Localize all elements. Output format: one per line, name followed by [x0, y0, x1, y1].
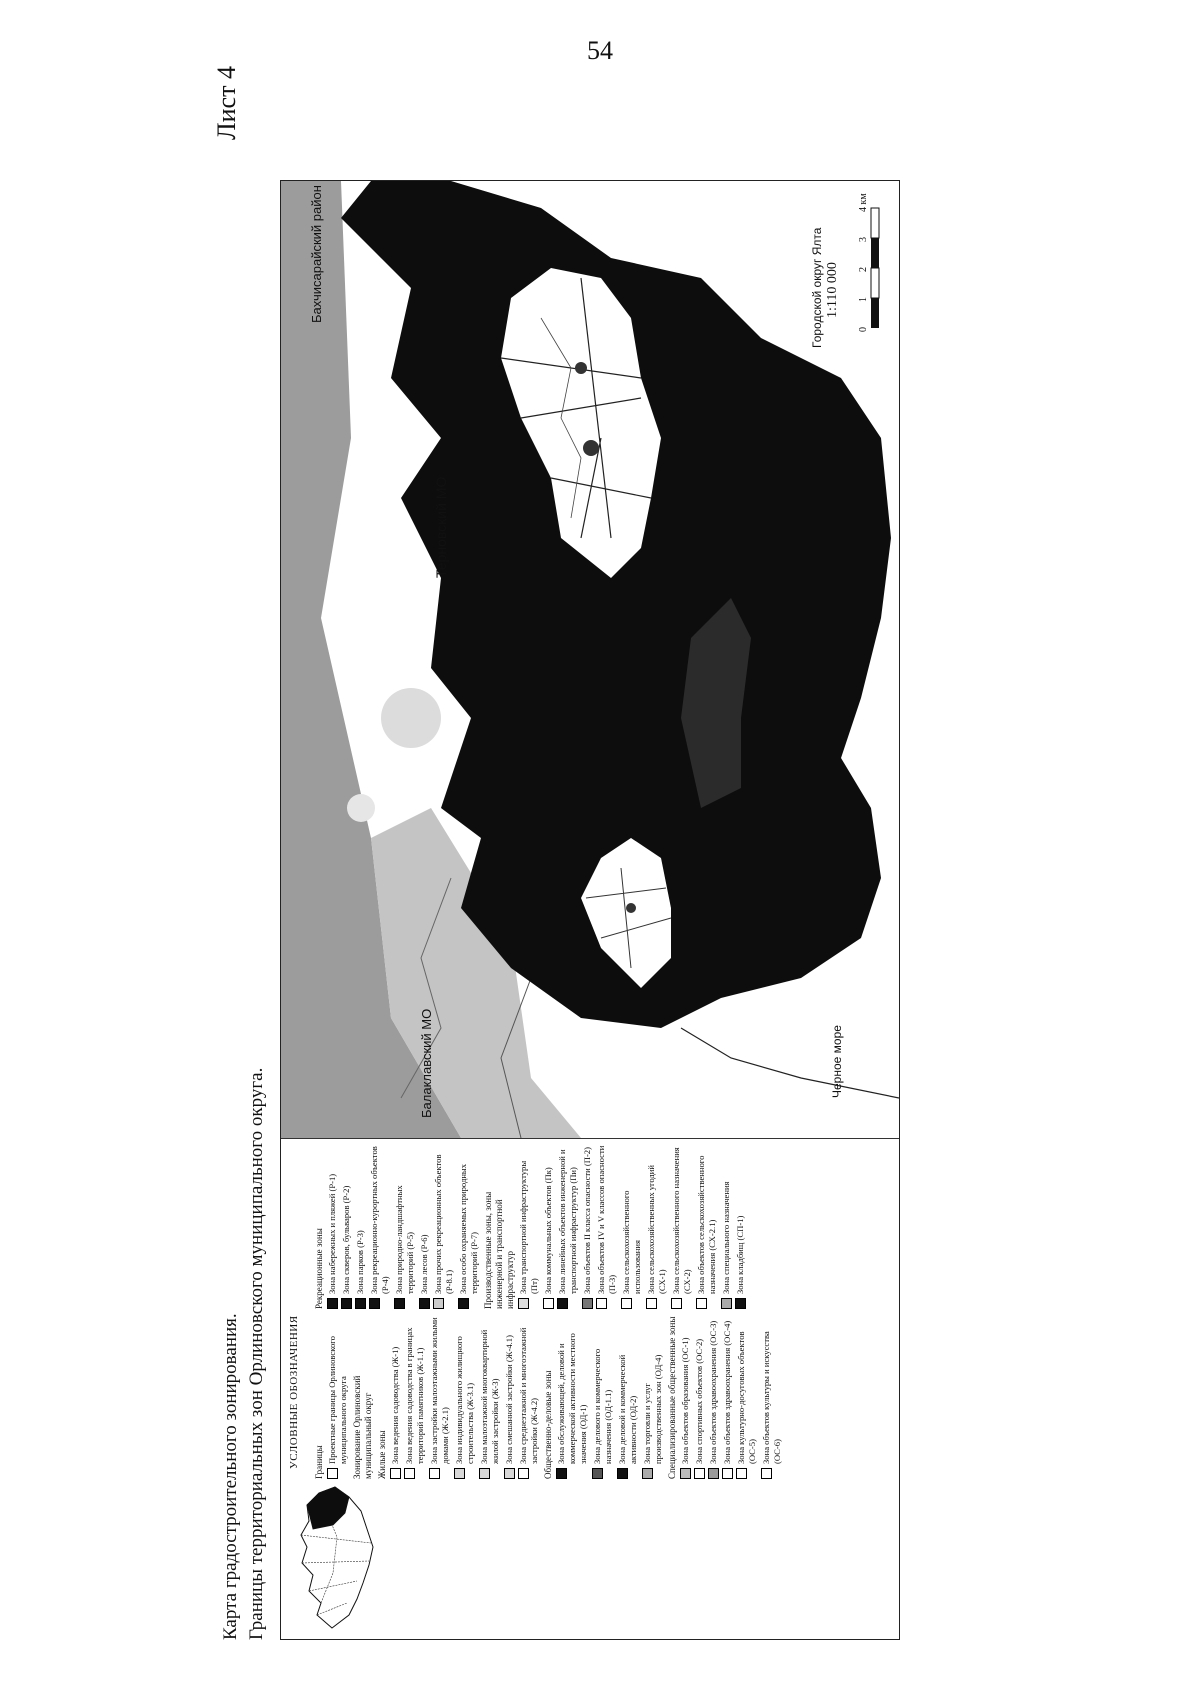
- legend-item: [433, 1144, 455, 1309]
- label-balaklavsky-mo: Балаклавский МО: [419, 1008, 434, 1118]
- legend-item-label: Зона объектов II класса опасности (П-2): [582, 1147, 592, 1294]
- legend-heading: Рекреационные зоны: [314, 1228, 324, 1309]
- legend-item: [394, 1144, 416, 1309]
- legend-item: [592, 1314, 614, 1479]
- legend-swatch: [642, 1468, 653, 1479]
- legend-swatch: [694, 1468, 705, 1479]
- legend-item: [327, 1314, 349, 1479]
- legend-item-label: Зона ведения садоводства (Ж-1): [390, 1346, 400, 1464]
- legend-item: [761, 1314, 783, 1479]
- legend-item-label: Зона набережных и пляжей (Р-1): [327, 1173, 337, 1294]
- legend-item: [556, 1314, 589, 1479]
- legend-item: [582, 1144, 593, 1309]
- legend-item-label: Зона объектов здравоохранения (ОС-3): [708, 1320, 718, 1464]
- legend-item: [369, 1144, 391, 1309]
- legend-item-label: Зона природно-ландшафтных территорий (Р-5): [394, 1185, 415, 1294]
- legend-swatch: [556, 1468, 567, 1479]
- legend-swatch: [429, 1468, 440, 1479]
- legend-heading: Границы: [314, 1445, 324, 1479]
- legend-item: [736, 1314, 758, 1479]
- map-sheet: [220, 180, 900, 1640]
- legend-item: [341, 1144, 352, 1309]
- scale-tick-label: 2: [858, 267, 869, 272]
- legend-item: [735, 1144, 746, 1309]
- legend-item: [390, 1314, 401, 1479]
- legend-item-label: Зона кладбищ (СП-1): [735, 1215, 745, 1294]
- legend-item-label: Зона парков (Р-3): [355, 1230, 365, 1294]
- legend-swatch: [543, 1298, 554, 1309]
- legend-item-label: Проектные границы Орлиновского муниципального округа: [327, 1336, 348, 1464]
- legend-heading: Специализированные общественные зоны: [667, 1316, 677, 1479]
- legend-item: [504, 1314, 515, 1479]
- legend-item-label: Зона культурно-досуговых объектов (ОС-5): [736, 1331, 757, 1464]
- legend-swatch: [557, 1298, 568, 1309]
- legend-swatch: [736, 1468, 747, 1479]
- legend-item-label: Зона объектов образования (ОС-1): [680, 1337, 690, 1464]
- legend-item: [355, 1144, 366, 1309]
- legend-item-label: Зона скверов, бульваров (Р-2): [341, 1185, 351, 1294]
- legend-swatch: [479, 1468, 490, 1479]
- legend-item-label: Зона объектов IV и V классов опасности (П-3): [596, 1145, 617, 1294]
- legend-swatch: [761, 1468, 772, 1479]
- legend-item: [596, 1144, 618, 1309]
- legend-swatch: [617, 1468, 628, 1479]
- legend-item: [327, 1144, 338, 1309]
- legend-item-label: Зона специального назначения: [721, 1181, 731, 1294]
- legend-item-label: Зона смешанной застройки (Ж-4.1): [504, 1335, 514, 1464]
- legend-heading: Производственные зоны, зоны инженерной и транспортной инфраструктур: [483, 1191, 515, 1309]
- legend-title: УСЛОВНЫЕ ОБОЗНАЧЕНИЯ: [288, 1315, 300, 1469]
- legend-item-label: Зона сельскохозяйственного использования: [621, 1190, 642, 1294]
- legend-item: [458, 1144, 480, 1309]
- legend-heading: Зонирование Орлиновский муниципальный округ: [352, 1375, 373, 1479]
- scale-tick-label: 4 км: [858, 193, 869, 212]
- legend-swatch: [680, 1468, 691, 1479]
- legend-item-label: Зона индивидуального жилищного строительства (Ж-3.1): [454, 1336, 475, 1464]
- legend-item-label: Зона объектов культуры и искусства (ОС-6): [761, 1331, 782, 1464]
- legend-swatch: [390, 1468, 401, 1479]
- legend-swatch: [355, 1298, 366, 1309]
- legend-swatch: [671, 1298, 682, 1309]
- legend-item-label: Зона объектов здравоохранения (ОС-4): [722, 1320, 732, 1464]
- legend-item: [454, 1314, 476, 1479]
- legend-item: [721, 1144, 732, 1309]
- legend-item-label: Зона транспортной инфраструктуры (Пт): [518, 1160, 539, 1294]
- legend-item-label: Зона особо охраняемых природных территорий (Р-7): [458, 1163, 479, 1294]
- legend-item-label: Зона деловой и коммерческой активности (ОД-2): [617, 1354, 638, 1464]
- legend-column-1: [311, 1314, 786, 1479]
- legend-item: [696, 1144, 718, 1309]
- legend-swatch: [394, 1298, 405, 1309]
- legend-item: [518, 1144, 540, 1309]
- legend-item: [543, 1144, 554, 1309]
- legend-item: [617, 1314, 639, 1479]
- legend-swatch: [646, 1298, 657, 1309]
- caption-line-1: Карта градостроительного зонирования.: [220, 1313, 241, 1640]
- legend-item: [429, 1314, 451, 1479]
- legend-item-label: Зона сельскохозяйственного назначения (СХ-2): [671, 1147, 692, 1294]
- legend-swatch: [518, 1468, 529, 1479]
- legend-heading: Общественно-деловые зоны: [543, 1370, 553, 1479]
- legend-swatch: [596, 1298, 607, 1309]
- legend-item: [694, 1314, 705, 1479]
- legend-swatch: [504, 1468, 515, 1479]
- legend-item-label: Зона прочих рекреационных объектов (Р-8.1): [433, 1154, 454, 1294]
- scale-tick-label: 0: [858, 327, 869, 332]
- legend-swatch: [454, 1468, 465, 1479]
- legend-swatch: [458, 1298, 469, 1309]
- zoning-map: [281, 181, 899, 1138]
- legend-item-label: Зона сельскохозяйственных угодий (СХ-1): [646, 1165, 667, 1294]
- scale-tick-label: 1: [858, 297, 869, 302]
- legend-item: [518, 1314, 540, 1479]
- scale-bar: [871, 208, 879, 328]
- legend-item-label: Зона застройки малоэтажными жилыми домами (Ж-2.1): [429, 1317, 450, 1464]
- legend-swatch: [592, 1468, 603, 1479]
- legend-item: [671, 1144, 693, 1309]
- legend-item-label: Зона спортивных объектов (ОС-2): [694, 1338, 704, 1464]
- legend-item-label: Зона рекреационно-курортных объектов (Р-4): [369, 1146, 390, 1294]
- label-ternovsky-mo: Терновский МО: [433, 476, 449, 578]
- legend-item: [680, 1314, 691, 1479]
- legend-item: [621, 1144, 643, 1309]
- legend-swatch: [369, 1298, 380, 1309]
- legend-swatch: [327, 1468, 338, 1479]
- legend-heading: Жилые зоны: [377, 1430, 387, 1479]
- legend-item: [404, 1314, 426, 1479]
- legend-item-label: Зона торговли и услуг производственных зон (ОД-4): [642, 1354, 663, 1464]
- legend-item-label: Зона делового и коммерческого назначения (ОД-1.1): [592, 1348, 613, 1464]
- label-yalta: Городской округ Ялта: [810, 227, 824, 348]
- page-number: 54: [587, 36, 613, 65]
- legend-swatch: [696, 1298, 707, 1309]
- legend-item: [722, 1314, 733, 1479]
- sheet-label: Лист 4: [212, 66, 241, 140]
- legend-panel: [281, 1138, 899, 1639]
- legend-swatch: [327, 1298, 338, 1309]
- scale-ratio: 1:110 000: [825, 262, 840, 318]
- legend-item-label: Зона линейных объектов инженерной и транспортной инфраструктур (Пи): [557, 1149, 578, 1294]
- legend-swatch: [518, 1298, 529, 1309]
- legend-swatch: [404, 1468, 415, 1479]
- legend-swatch: [341, 1298, 352, 1309]
- legend-item-label: Зона малоэтажной многоквартирной жилой застройки (Ж-3): [479, 1329, 500, 1464]
- legend-item-label: Зона ведения садоводства в границах территорий памятников (Ж-1.1): [404, 1327, 425, 1464]
- legend-item: [557, 1144, 579, 1309]
- legend-swatch: [433, 1298, 444, 1309]
- legend-swatch: [708, 1468, 719, 1479]
- legend-swatch: [735, 1298, 746, 1309]
- legend-item: [708, 1314, 719, 1479]
- legend-swatch: [721, 1298, 732, 1309]
- scale-tick-label: 3: [858, 237, 869, 242]
- legend-item-label: Зона коммунальных объектов (Пк): [543, 1167, 553, 1294]
- legend-item: [642, 1314, 664, 1479]
- map-frame: [280, 180, 900, 1640]
- legend-swatch: [621, 1298, 632, 1309]
- legend-column-2: [311, 1144, 749, 1309]
- label-bakhchisaray-district: Бахчисарайский район: [309, 185, 324, 323]
- caption-line-2: Границы территориальных зон Орлиновского муниципального округа.: [246, 1067, 267, 1640]
- legend-item: [479, 1314, 501, 1479]
- map-caption: [218, 180, 270, 1640]
- legend-item-label: Зона обслуживающей, деловой и коммерческой активности местного значения (ОД-1): [556, 1333, 588, 1464]
- legend-swatch: [722, 1468, 733, 1479]
- legend-item: [419, 1144, 430, 1309]
- legend-item: [646, 1144, 668, 1309]
- legend-item-label: Зона объектов сельскохозяйственного назначения (СХ-2.1): [696, 1155, 717, 1294]
- legend-swatch: [582, 1298, 593, 1309]
- label-black-sea: Черное море: [830, 1025, 844, 1098]
- legend-item-label: Зона лесов (Р-6): [419, 1234, 429, 1294]
- legend-item-label: Зона среднеэтажной и многоэтажной застройки (Ж-4.2): [518, 1327, 539, 1464]
- inset-overview-map: [287, 1483, 387, 1633]
- legend-swatch: [419, 1298, 430, 1309]
